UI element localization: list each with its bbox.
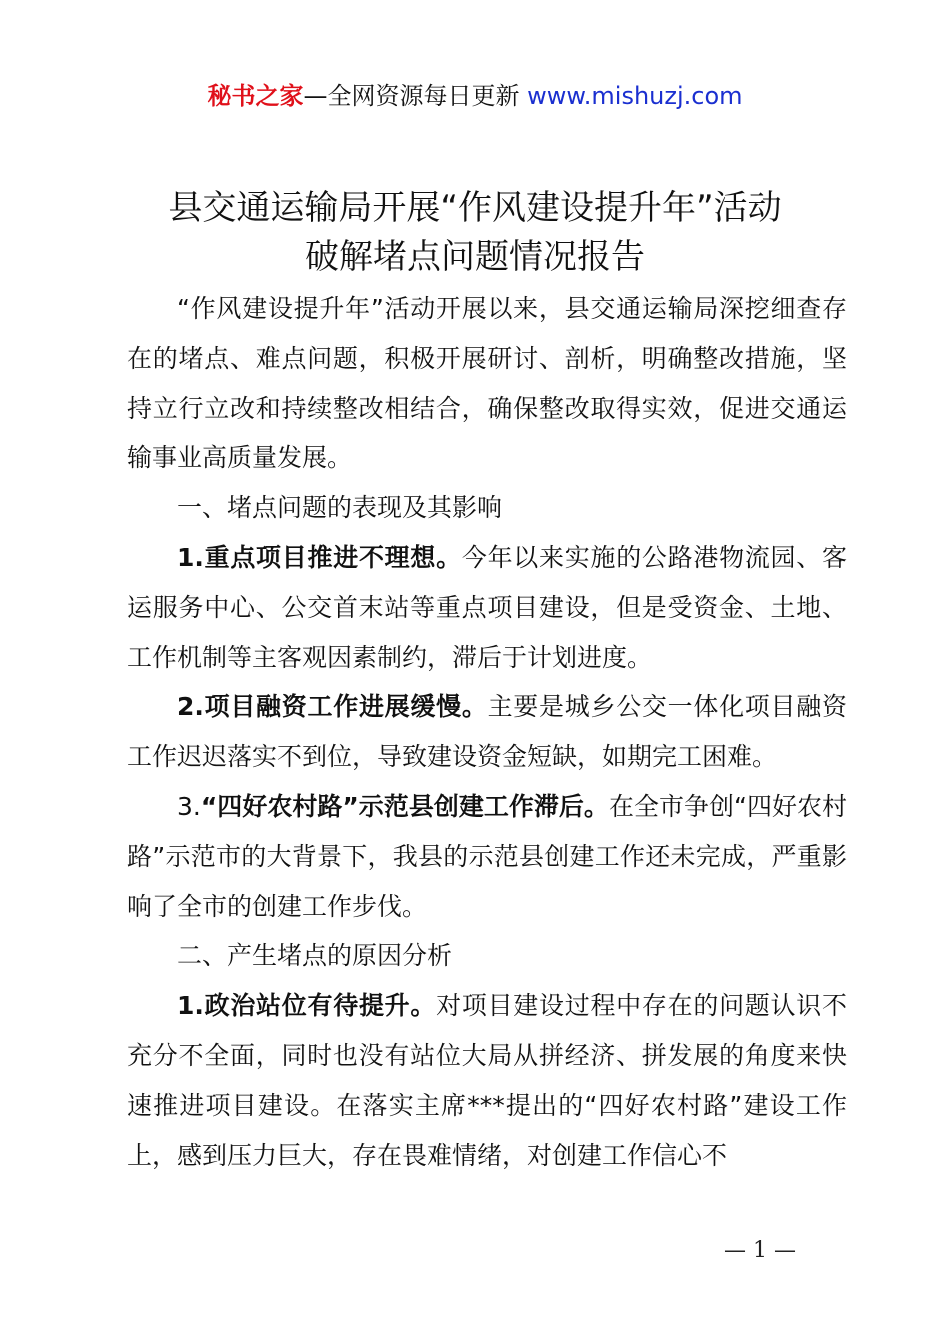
document-title-line-2: 破解堵点问题情况报告 (305, 237, 645, 277)
section-heading-problems: 一、堵点问题的表现及其影响 (177, 493, 503, 523)
problem-item-3-text: 在全市争创“四好农村路”示范市的大背景下，我县的示范县创建工作还未完成，严重影响了全市的创建工作步伐。 (127, 791, 847, 921)
document-body (127, 284, 847, 1180)
problem-item-2-lead: 2.项目融资工作进展缓慢。 (177, 692, 488, 722)
intro-paragraph: “作风建设提升年”活动开展以来，县交通运输局深挖细查存在的堵点、难点问题，积极开展研讨、剖析，明确整改措施，坚持立行立改和持续整改相结合，确保整改取得实效，促进交通运输事业高质量发展。 (127, 294, 847, 473)
problem-item-3-lead: “四好农村路”示范县创建工作滞后。 (200, 791, 609, 821)
document-title-line-1: 县交通运输局开展“作风建设提升年”活动 (168, 188, 782, 228)
problem-item-2 (127, 682, 847, 782)
problem-item-1-lead: 1.重点项目推进不理想。 (177, 542, 462, 572)
cause-item-1-lead: 1.政治站位有待提升。 (177, 991, 437, 1021)
problem-item-1 (127, 533, 847, 682)
banner-slogan: —全网资源每日更新 (303, 82, 520, 110)
problem-item-1-text: 今年以来实施的公路港物流园、客运服务中心、公交首末站等重点项目建设，但是受资金、土地、工作机制等主客观因素制约，滞后于计划进度。 (127, 542, 847, 672)
problem-item-2-text: 主要是城乡公交一体化项目融资工作迟迟落实不到位，导致建设资金短缺，如期完工困难。 (127, 692, 847, 772)
problem-item-3-number: 3. (177, 791, 201, 821)
site-banner (0, 78, 950, 114)
cause-item-1 (127, 981, 847, 1180)
brand-name: 秘书之家 (207, 82, 304, 110)
problem-item-3 (127, 782, 847, 931)
section-heading-causes: 二、产生堵点的原因分析 (177, 941, 453, 971)
page-number: — 1 — (724, 1238, 796, 1263)
cause-item-1-text: 对项目建设过程中存在的问题认识不充分不全面，同时也没有站位大局从拼经济、拼发展的角度来快速推进项目建设。在落实主席***提出的“四好农村路”建设工作上，感到压力巨大，存在畏难情绪，对创建工作信心不 (127, 991, 847, 1170)
site-url-link[interactable]: www.mishuzj.com (527, 82, 743, 110)
